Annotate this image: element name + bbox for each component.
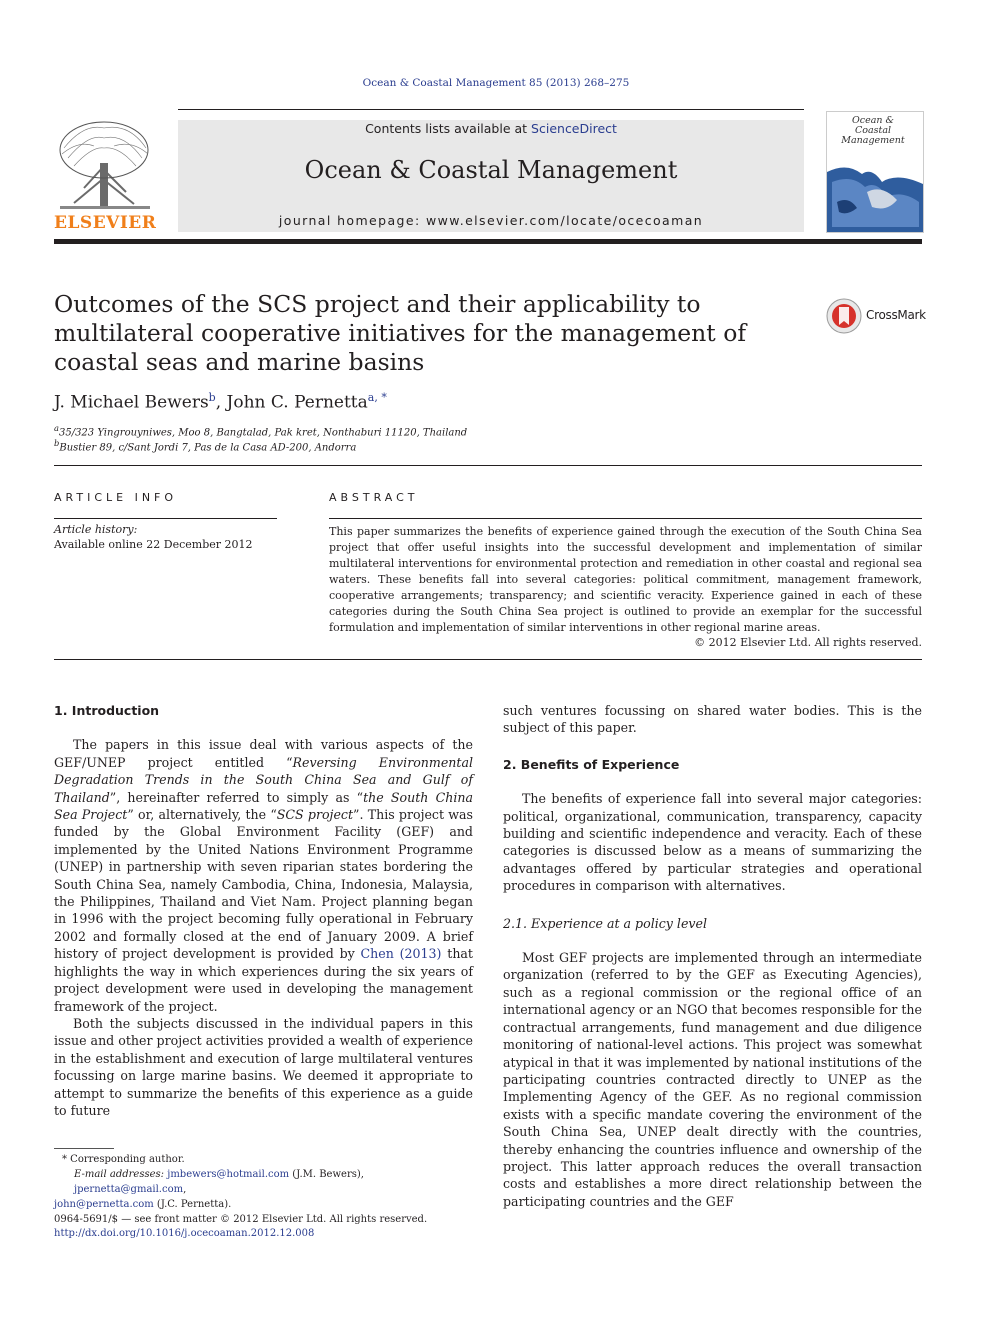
section-1-heading: 1. Introduction <box>54 703 160 718</box>
abstract-heading: ABSTRACT <box>329 491 419 504</box>
crossmark-badge[interactable] <box>826 298 926 334</box>
email-line: E-mail addresses: jmbewers@hotmail.com (J.M. Bewers), jpernetta@gmail.com, <box>74 1169 364 1195</box>
author-separator: , <box>215 392 227 413</box>
affiliation-text: 35/323 Yingrouyniwes, Moo 8, Bangtalad, Pak kret, Nonthaburi 11120, Thailand <box>58 427 468 439</box>
journal-cover-thumbnail[interactable] <box>826 111 924 233</box>
email-link[interactable]: jpernetta@gmail.com <box>74 1184 184 1195</box>
journal-banner <box>178 120 804 232</box>
abstract-text: This paper summarizes the benefits of experience gained through the execution of the South China Sea project that offer useful insights into the successful development and implementation of similar multilateral interventions for environmental protection and remediation in other coastal and regional sea waters. These benefits fall into several categories: political commitment, management framework, cooperative arrangements; transparency; and scientific veracity. Experience gained in each of these categories during the South China Sea project is outlined to provide an exemplar for the successful formulation and implementation of similar interventions in other regional marine areas. <box>329 525 922 634</box>
elsevier-logo-text: ELSEVIER <box>54 213 157 233</box>
right-column <box>503 702 922 1210</box>
footnotes <box>54 1152 473 1212</box>
article-history-label: Article history: <box>54 523 138 536</box>
intro-paragraph-1 <box>54 736 473 1015</box>
article-info-heading: ARTICLE INFO <box>54 491 178 504</box>
affiliation <box>54 438 356 453</box>
homepage-prefix: journal homepage: <box>278 213 426 228</box>
text-run: that highlights the way in which experiences during the six years of project development were used in developing the management framework of the project. <box>54 946 473 1014</box>
author-affil-mark[interactable]: b <box>208 391 216 404</box>
affiliation-text: Bustier 89, c/Sant Jordi 7, Pas de la Casa AD-200, Andorra <box>59 442 357 454</box>
journal-title: Ocean & Coastal Management <box>304 156 678 184</box>
crossmark-label: CrossMark <box>866 308 926 322</box>
text-run: The papers in this issue deal with various aspects of the GEF/UNEP project entitled “ <box>54 737 473 770</box>
italic-run: SCS project <box>276 807 354 823</box>
journal-reference[interactable]: Ocean & Coastal Management 85 (2013) 268–275 <box>362 77 630 89</box>
email-link[interactable]: jmbewers@hotmail.com <box>167 1169 290 1180</box>
email-line <box>54 1197 473 1212</box>
text-run: ”. This project was funded by the Global Environment Facility (GEF) and implemented by the United Nations Environment Programme (UNEP) in partnership with seven riparian states bordering the South China Sea, namely Cambodia, China, Indonesia, Malaysia, the Philippines, Thailand and Viet Nam. Project planning began in 1996 with the project becoming fully operational in February 2002 and formally closed at the end of January 2009. A brief history of project development is provided by <box>54 807 474 962</box>
divider <box>54 659 922 660</box>
issn-line: 0964-5691/$ — see front matter © 2012 Elsevier Ltd. All rights reserved. <box>54 1214 428 1225</box>
email-label: E-mail addresses: <box>74 1169 165 1180</box>
citation-link[interactable]: Chen (2013) <box>360 946 442 962</box>
text-run: (J.C. Pernetta). <box>153 1199 232 1210</box>
sciencedirect-link[interactable]: ScienceDirect <box>531 121 617 136</box>
project-title-italic: Reversing Environmental Degradation Trends in the South China Sea and Gulf of Thailand <box>54 754 474 805</box>
corresponding-author-note: * Corresponding author. <box>62 1154 185 1165</box>
available-online: Available online 22 December 2012 <box>54 538 253 551</box>
author-affil-mark[interactable]: a, * <box>367 391 387 404</box>
crossmark-icon <box>826 298 862 334</box>
affiliation-mark: b <box>54 438 60 448</box>
homepage-link[interactable]: www.elsevier.com/locate/ocecoaman <box>425 213 704 228</box>
footnote-rule <box>54 1148 114 1149</box>
author-name[interactable]: John C. Pernetta <box>226 392 368 413</box>
text-run: ” or, alternatively, the “ <box>127 807 277 823</box>
cover-title: Ocean & Coastal Management <box>841 115 905 146</box>
affiliation-mark: a <box>54 423 59 433</box>
section-2-1-heading: 2.1. Experience at a policy level <box>503 915 707 931</box>
header-thick-rule <box>54 239 922 244</box>
article-title: Outcomes of the SCS project and their applicability to multilateral cooperative initiatives for the management of coastal seas and marine basins <box>54 290 747 376</box>
divider <box>54 465 922 466</box>
email-link[interactable]: john@pernetta.com <box>54 1199 154 1210</box>
section-2-heading: 2. Benefits of Experience <box>503 756 680 772</box>
doi-link[interactable]: http://dx.doi.org/10.1016/j.ocecoaman.2012.12.008 <box>54 1228 315 1239</box>
intro-paragraph-2: Both the subjects discussed in the individual papers in this issue and other project activities provided a wealth of experience in the establishment and execution of large multilateral ventures focussing on large marine basins. We deemed it appropriate to attempt to summarize the benefits of this experience as a guide to future <box>54 1015 473 1118</box>
italic-run: the South China Sea Project <box>54 789 473 823</box>
header-rule <box>178 109 804 110</box>
policy-paragraph: Most GEF projects are implemented through an intermediate organization (referred to by the GEF as Executing Agencies), such as a regional commission or the regional office of an international agency or an NGO that becomes responsible for the contractual arrangements, fund management and due diligence monitoring of national-level actions. This project was somewhat atypical in that it was implemented by national institutions of the participating countries contracted directly to UNEP as the Implementing Agency of the GEF. As no regional commission exists with a specific mandate covering the environment of the South China Sea, UNEP dealt directly with the countries, thereby enhancing the countries influence and ownership of the project. This latter approach reduces the overall transaction costs and establishes a more direct relationship between the participating countries and the GEF <box>503 950 922 1209</box>
text-run: (J.M. Bewers), <box>289 1169 364 1180</box>
affiliation <box>54 423 467 438</box>
intro-paragraph-2-continued: such ventures focussing on shared water bodies. This is the subject of this paper. <box>503 703 922 736</box>
author-name[interactable]: J. Michael Bewers <box>54 392 209 413</box>
benefits-paragraph: The benefits of experience fall into several major categories: political, organizational, communication, transparency, capacity building and scientific independence and veracity. Each of these categories is discussed below as a means of summarizing the advantages offered by particular strategies and operational procedures in comparison with alternatives. <box>503 791 922 894</box>
author-list <box>54 391 387 413</box>
left-column <box>54 702 473 1119</box>
journal-homepage <box>178 213 804 228</box>
abstract-copyright: © 2012 Elsevier Ltd. All rights reserved. <box>694 636 922 649</box>
contents-prefix: Contents lists available at <box>365 121 532 136</box>
divider <box>54 518 277 519</box>
elsevier-logo[interactable] <box>54 213 156 233</box>
divider <box>329 518 922 519</box>
contents-line <box>178 121 804 136</box>
text-run: ”, hereinafter referred to simply as “ <box>109 789 364 805</box>
